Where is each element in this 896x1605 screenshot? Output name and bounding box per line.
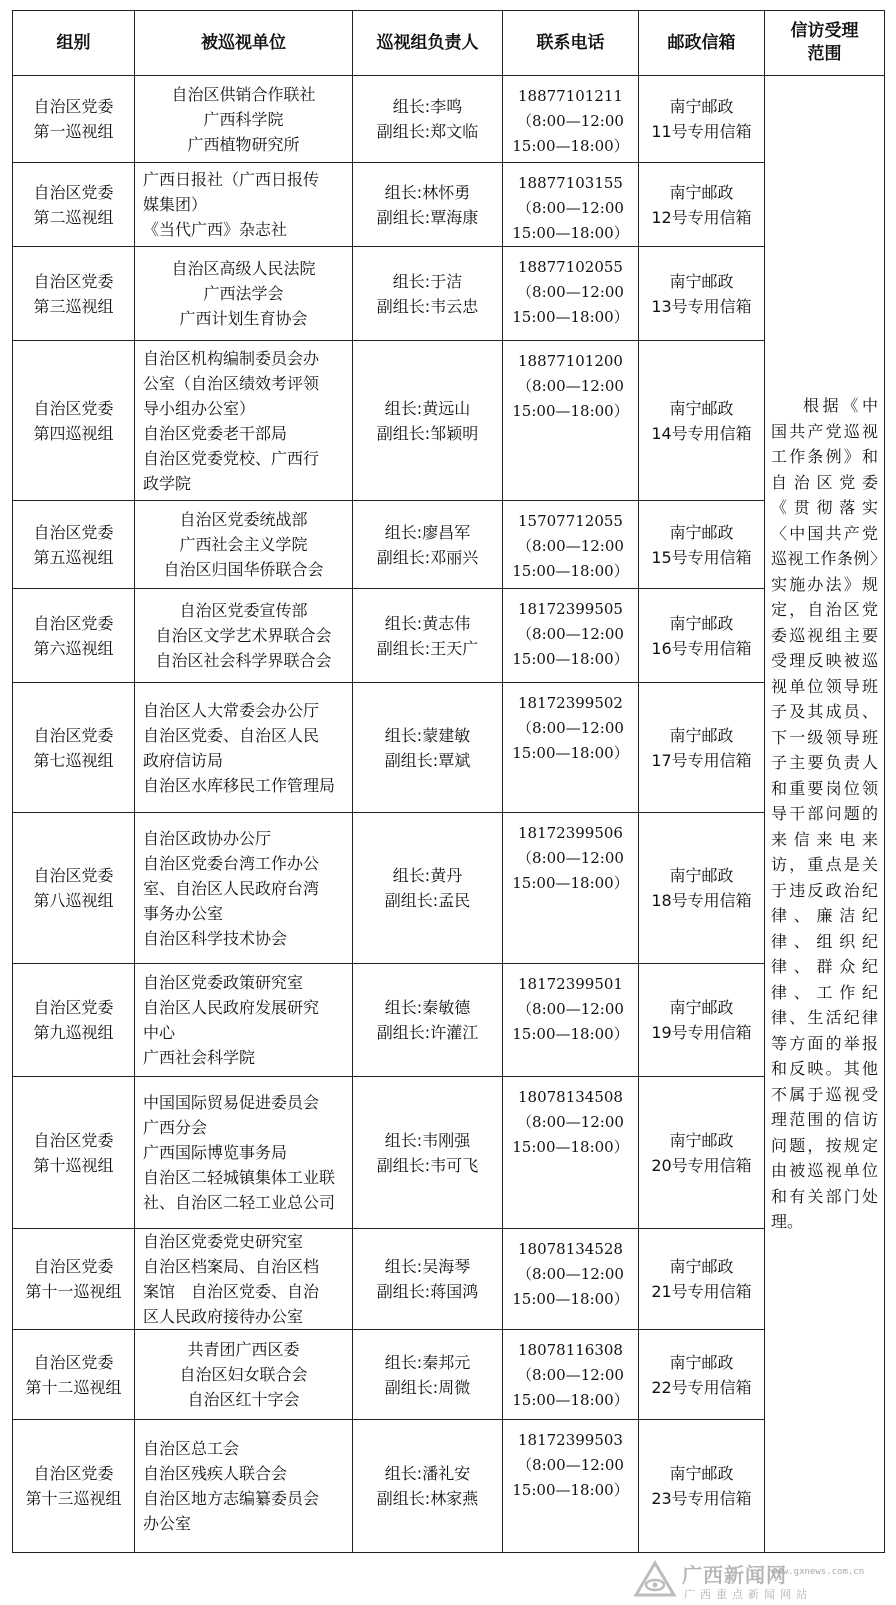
mailbox-cell-line: 南宁邮政 [669,271,734,291]
group-cell-line: 第四巡视组 [33,423,114,443]
table-row [13,163,885,247]
group-cell-line: 自治区党委 [33,866,114,885]
mailbox-cell-line: 23号专用信箱 [651,1489,752,1508]
table-row [13,1077,885,1229]
phone-cell [503,964,639,1077]
mailbox-cell-line: 南宁邮政 [669,1352,734,1372]
phone-cell-line: （8:00—12:00 [517,1000,624,1018]
group-cell-line: 第八巡视组 [33,891,114,910]
unit-cell [135,1229,353,1330]
phone-cell-line: 18877102055 [518,258,623,276]
unit-cell-line: 中国国际贸易促进委员会 [143,1093,320,1112]
group-cell-line: 自治区党委 [33,1130,114,1150]
leader-cell-line: 副组长:邓丽兴 [376,547,479,567]
table-row [13,813,885,964]
leader-cell [353,1229,503,1330]
phone-cell-line: （8:00—12:00 [517,537,624,555]
phone-cell-line: （8:00—12:00 [517,1366,624,1384]
mailbox-cell-line: 南宁邮政 [669,1130,734,1150]
phone-cell-line: 18078116308 [518,1341,623,1359]
unit-cell-line: 自治区妇女联合会 [179,1365,308,1384]
unit-cell-line: 自治区党委统战部 [179,510,308,529]
group-cell [13,76,135,163]
unit-cell-line: 自治区红十字会 [187,1390,300,1409]
mailbox-cell-line: 南宁邮政 [669,866,734,885]
leader-cell [353,589,503,683]
leader-cell [353,341,503,501]
group-cell-line: 第六巡视组 [33,638,114,658]
phone-cell-line: 15:00—18:00） [512,1391,629,1409]
unit-cell [135,76,353,163]
phone-cell [503,341,639,501]
watermark-title: 广西新闻网 [682,1563,787,1587]
table-row [13,1330,885,1420]
unit-cell-line: 自治区党委、自治区人民 [143,725,320,745]
table-row [13,964,885,1077]
mailbox-cell [639,341,765,501]
leader-cell [353,247,503,341]
leader-cell-line: 组长:秦敏德 [384,998,471,1017]
unit-cell-line: 办公室 [143,1514,192,1533]
leader-cell-line: 副组长:林家燕 [376,1489,479,1508]
unit-cell-line: 自治区人大常委会办公厅 [143,700,320,720]
leader-cell-line: 副组长:郑文临 [376,122,479,141]
mailbox-cell-line: 南宁邮政 [669,998,734,1017]
group-cell [13,163,135,247]
phone-cell [503,1330,639,1420]
phone-cell-line: （8:00—12:00 [517,1265,624,1283]
phone-cell [503,683,639,813]
leader-cell-line: 副组长:王天广 [376,638,479,658]
mailbox-cell [639,163,765,247]
phone-cell-line: 15:00—18:00） [512,650,629,668]
leader-cell [353,163,503,247]
unit-cell-line: 案馆 自治区党委、自治 [143,1282,320,1301]
header-scope-line: 范围 [807,44,842,64]
table-row [13,683,885,813]
phone-cell-line: 15:00—18:00） [512,224,629,242]
unit-cell-line: 自治区地方志编纂委员会 [143,1489,320,1508]
mailbox-cell [639,964,765,1077]
phone-cell [503,247,639,341]
phone-cell-line: （8:00—12:00 [517,1456,624,1474]
header-scope-line: 信访受理 [790,21,859,41]
unit-cell-line: 自治区残疾人联合会 [143,1464,288,1483]
phone-cell-line: 15:00—18:00） [512,562,629,580]
group-cell-line: 第十三巡视组 [25,1489,122,1508]
unit-cell-line: 自治区人民政府发展研究 [143,998,320,1017]
mailbox-cell-line: 19号专用信箱 [651,1023,752,1042]
phone-cell-line: 15:00—18:00） [512,308,629,326]
phone-cell-line: 15:00—18:00） [512,402,629,420]
group-cell [13,589,135,683]
leader-cell [353,813,503,964]
unit-cell-line: 广西法学会 [203,284,284,303]
mailbox-cell-line: 南宁邮政 [669,97,734,116]
phone-cell-line: 15:00—18:00） [512,1481,629,1499]
group-cell-line: 自治区党委 [33,1464,114,1483]
unit-cell [135,589,353,683]
mailbox-cell [639,247,765,341]
header-phone: 联系电话 [503,11,639,76]
mailbox-cell-line: 南宁邮政 [669,398,734,418]
group-cell [13,964,135,1077]
phone-cell-line: 18078134508 [518,1088,623,1106]
leader-cell-line: 组长:吴海琴 [384,1257,471,1276]
watermark-logo-icon [632,1559,678,1599]
mailbox-cell-line: 18号专用信箱 [651,891,752,910]
mailbox-cell-line: 17号专用信箱 [651,750,752,770]
leader-cell-line: 组长:于洁 [392,271,463,291]
group-cell-line: 第五巡视组 [33,547,114,567]
mailbox-cell-line: 14号专用信箱 [651,423,752,443]
phone-cell-line: （8:00—12:00 [517,199,624,217]
unit-cell-line: 自治区总工会 [143,1439,240,1458]
leader-cell-line: 副组长:周微 [384,1377,471,1397]
table-row [13,1229,885,1330]
mailbox-cell [639,1077,765,1229]
watermark-subtitle: 广西重点新闻网站 [684,1588,812,1601]
group-cell-line: 自治区党委 [33,271,114,291]
group-cell [13,813,135,964]
phone-cell-line: 18172399505 [518,600,623,618]
leader-cell-line: 副组长:邹颖明 [376,423,479,443]
unit-cell-line: 自治区党委宣传部 [179,601,308,620]
phone-cell-line: 15:00—18:00） [512,744,629,762]
leader-cell-line: 组长:韦刚强 [384,1130,471,1150]
unit-cell-line: 媒集团） [143,195,208,214]
phone-cell-line: 15:00—18:00） [512,1138,629,1156]
unit-cell [135,813,353,964]
mailbox-cell-line: 南宁邮政 [669,613,734,633]
phone-cell-line: 18877101200 [518,352,623,370]
leader-cell [353,1420,503,1553]
mailbox-cell [639,1229,765,1330]
unit-cell-line: 广西社会科学院 [143,1048,256,1067]
group-cell-line: 第九巡视组 [33,1023,114,1042]
unit-cell-line: 自治区供销合作联社 [171,84,316,104]
leader-cell [353,1330,503,1420]
unit-cell-line: 广西科学院 [203,109,284,129]
group-cell [13,341,135,501]
unit-cell-line: 自治区文学艺术界联合会 [155,626,332,645]
group-cell-line: 自治区党委 [33,1257,114,1276]
unit-cell-line: 广西分会 [143,1118,208,1137]
group-cell [13,1077,135,1229]
phone-cell [503,501,639,589]
mailbox-cell [639,501,765,589]
table-row [13,76,885,163]
group-cell [13,1330,135,1420]
unit-cell-line: 室、自治区人民政府台湾 [143,878,320,898]
unit-cell-line: 自治区党委台湾工作办公 [143,853,320,873]
unit-cell-line: 自治区水库移民工作管理局 [143,775,336,795]
mailbox-cell-line: 16号专用信箱 [651,638,752,658]
leader-cell-line: 组长:潘礼安 [384,1464,471,1483]
unit-cell-line: 社、自治区二轻工业总公司 [143,1193,336,1212]
mailbox-cell-line: 20号专用信箱 [651,1155,752,1175]
unit-cell-line: 导小组办公室） [143,398,256,418]
mailbox-cell-line: 13号专用信箱 [651,296,752,316]
unit-cell-line: 自治区归国华侨联合会 [163,560,324,579]
phone-cell-line: 15:00—18:00） [512,874,629,892]
group-cell-line: 第十巡视组 [33,1155,114,1175]
group-cell-line: 第十一巡视组 [25,1282,122,1301]
mailbox-cell [639,1420,765,1553]
phone-cell-line: 15:00—18:00） [512,1290,629,1308]
phone-cell [503,1420,639,1553]
group-cell [13,1229,135,1330]
leader-cell-line: 组长:黄丹 [392,866,463,885]
scope-cell [765,76,885,1553]
leader-cell-line: 副组长:覃斌 [384,750,471,770]
table-row [13,341,885,501]
unit-cell-line: 中心 [143,1023,176,1042]
unit-cell-line: 自治区党委老干部局 [143,423,288,443]
group-cell-line: 第一巡视组 [33,122,114,141]
group-cell-line: 自治区党委 [33,522,114,542]
group-cell-line: 自治区党委 [33,182,114,202]
unit-cell-line: 自治区党委党史研究室 [143,1232,304,1251]
phone-cell-line: 18172399506 [518,824,623,842]
phone-cell-line: （8:00—12:00 [517,849,624,867]
leader-cell-line: 组长:蒙建敏 [384,725,471,745]
table-row [13,1420,885,1553]
phone-cell [503,1077,639,1229]
unit-cell-line: 政府信访局 [143,750,224,770]
phone-cell-line: （8:00—12:00 [517,377,624,395]
mailbox-cell-line: 22号专用信箱 [651,1377,752,1397]
phone-cell [503,76,639,163]
group-cell-line: 第三巡视组 [33,296,114,316]
leader-cell-line: 副组长:蒋国鸿 [376,1282,479,1301]
mailbox-cell-line: 12号专用信箱 [651,207,752,227]
unit-cell [135,501,353,589]
phone-cell-line: （8:00—12:00 [517,1113,624,1131]
unit-cell-line: 《当代广西》杂志社 [143,220,288,239]
unit-cell-line: 共青团广西区委 [187,1340,300,1359]
unit-cell-line: 自治区社会科学界联合会 [155,651,332,670]
mailbox-cell-line: 南宁邮政 [669,1464,734,1483]
phone-cell-line: 15707712055 [518,512,623,530]
leader-cell-line: 副组长:韦可飞 [376,1155,479,1175]
mailbox-cell-line: 21号专用信箱 [651,1282,752,1301]
phone-cell-line: （8:00—12:00 [517,112,624,130]
leader-cell-line: 组长:李鸣 [392,97,463,116]
mailbox-cell-line: 南宁邮政 [669,182,734,202]
mailbox-cell [639,589,765,683]
unit-cell-line: 自治区政协办公厅 [143,828,272,848]
table-header-row [13,11,885,76]
group-cell-line: 自治区党委 [33,613,114,633]
group-cell [13,1420,135,1553]
group-cell-line: 第七巡视组 [33,750,114,770]
phone-cell-line: 18172399503 [518,1431,623,1449]
unit-cell [135,683,353,813]
group-cell-line: 第二巡视组 [33,207,114,227]
header-unit: 被巡视单位 [135,11,353,76]
mailbox-cell-line: 南宁邮政 [669,1257,734,1276]
phone-cell-line: （8:00—12:00 [517,719,624,737]
unit-cell [135,163,353,247]
unit-cell-line: 广西日报社（广西日报传 [143,170,320,189]
phone-cell [503,1229,639,1330]
unit-cell-line: 广西计划生育协会 [179,309,308,328]
unit-cell-line: 自治区科学技术协会 [143,928,288,948]
mailbox-cell [639,1330,765,1420]
phone-cell-line: 18877101211 [518,87,623,105]
unit-cell-line: 公室（自治区绩效考评领 [143,373,320,393]
unit-cell-line: 自治区党委党校、广西行 [143,448,320,468]
leader-cell-line: 副组长:覃海康 [376,207,479,227]
leader-cell-line: 组长:秦邦元 [384,1352,471,1372]
phone-cell [503,163,639,247]
table-row [13,501,885,589]
leader-cell-line: 副组长:许灌江 [376,1023,479,1042]
header-scope [765,11,885,76]
leader-cell-line: 组长:黄远山 [384,398,471,418]
leader-cell-line: 组长:廖昌军 [384,522,471,542]
phone-cell-line: 18078134528 [518,1240,623,1258]
mailbox-cell [639,76,765,163]
mailbox-cell-line: 南宁邮政 [669,725,734,745]
phone-cell-line: 18172399501 [518,975,623,993]
unit-cell [135,341,353,501]
unit-cell-line: 广西国际博览事务局 [143,1143,288,1162]
leader-cell-line: 副组长:韦云忠 [376,296,479,316]
mailbox-cell [639,813,765,964]
table-row [13,247,885,341]
header-leader: 巡视组负责人 [353,11,503,76]
group-cell-line: 自治区党委 [33,998,114,1017]
unit-cell-line: 广西社会主义学院 [179,535,308,554]
unit-cell [135,1420,353,1553]
leader-cell-line: 组长:黄志伟 [384,613,471,633]
unit-cell [135,1330,353,1420]
table-row [13,589,885,683]
mailbox-cell [639,683,765,813]
unit-cell-line: 自治区高级人民法院 [171,259,316,278]
leader-cell-line: 副组长:孟民 [384,891,471,910]
phone-cell [503,813,639,964]
phone-cell-line: （8:00—12:00 [517,625,624,643]
phone-cell-line: 18172399502 [518,694,623,712]
group-cell-line: 自治区党委 [33,97,114,116]
phone-cell-line: 15:00—18:00） [512,1025,629,1043]
group-cell [13,683,135,813]
header-group: 组别 [13,11,135,76]
leader-cell [353,76,503,163]
phone-cell-line: 15:00—18:00） [512,137,629,155]
group-cell [13,247,135,341]
scope-text: 根据《中国共产党巡视工作条例》和自治区党委《贯彻落实〈中国共产党巡视工作条例〉实施办法》规定，自治区党委巡视组主要受理反映被巡视单位领导班子及其成员、下一级领导班子主要负责人和重要岗位领导干部问题的来信来电来访，重点是关于违反政治纪律、廉洁纪律、组织纪律、群众纪律、工作纪律、生活纪律等方面的举报和反映。其他不属于巡视受理范围的信访问题，按规定由被巡视单位和有关部门处理。 [771,396,878,1232]
unit-cell-line: 自治区二轻城镇集体工业联 [143,1168,336,1187]
mailbox-cell-line: 南宁邮政 [669,522,734,542]
phone-cell [503,589,639,683]
unit-cell-line: 区人民政府接待办公室 [143,1307,304,1326]
group-cell-line: 第十二巡视组 [25,1377,122,1397]
leader-cell [353,964,503,1077]
group-cell [13,501,135,589]
mailbox-cell-line: 15号专用信箱 [651,547,752,567]
unit-cell-line: 自治区机构编制委员会办 [143,348,320,368]
leader-cell-line: 组长:林怀勇 [384,182,471,202]
watermark-url: www.gxnews.com.cn [772,1567,865,1577]
group-cell-line: 自治区党委 [33,1352,114,1372]
inspection-table [12,10,885,1553]
unit-cell-line: 广西植物研究所 [187,134,300,154]
group-cell-line: 自治区党委 [33,725,114,745]
unit-cell-line: 政学院 [143,473,192,493]
leader-cell [353,501,503,589]
unit-cell-line: 自治区档案局、自治区档 [143,1257,320,1276]
unit-cell [135,1077,353,1229]
leader-cell [353,1077,503,1229]
unit-cell [135,964,353,1077]
phone-cell-line: （8:00—12:00 [517,283,624,301]
header-mailbox: 邮政信箱 [639,11,765,76]
site-watermark [632,1559,882,1603]
unit-cell [135,247,353,341]
phone-cell-line: 18877103155 [518,174,623,192]
mailbox-cell-line: 11号专用信箱 [651,122,752,141]
unit-cell-line: 自治区党委政策研究室 [143,973,304,992]
unit-cell-line: 事务办公室 [143,903,224,923]
leader-cell [353,683,503,813]
group-cell-line: 自治区党委 [33,398,114,418]
